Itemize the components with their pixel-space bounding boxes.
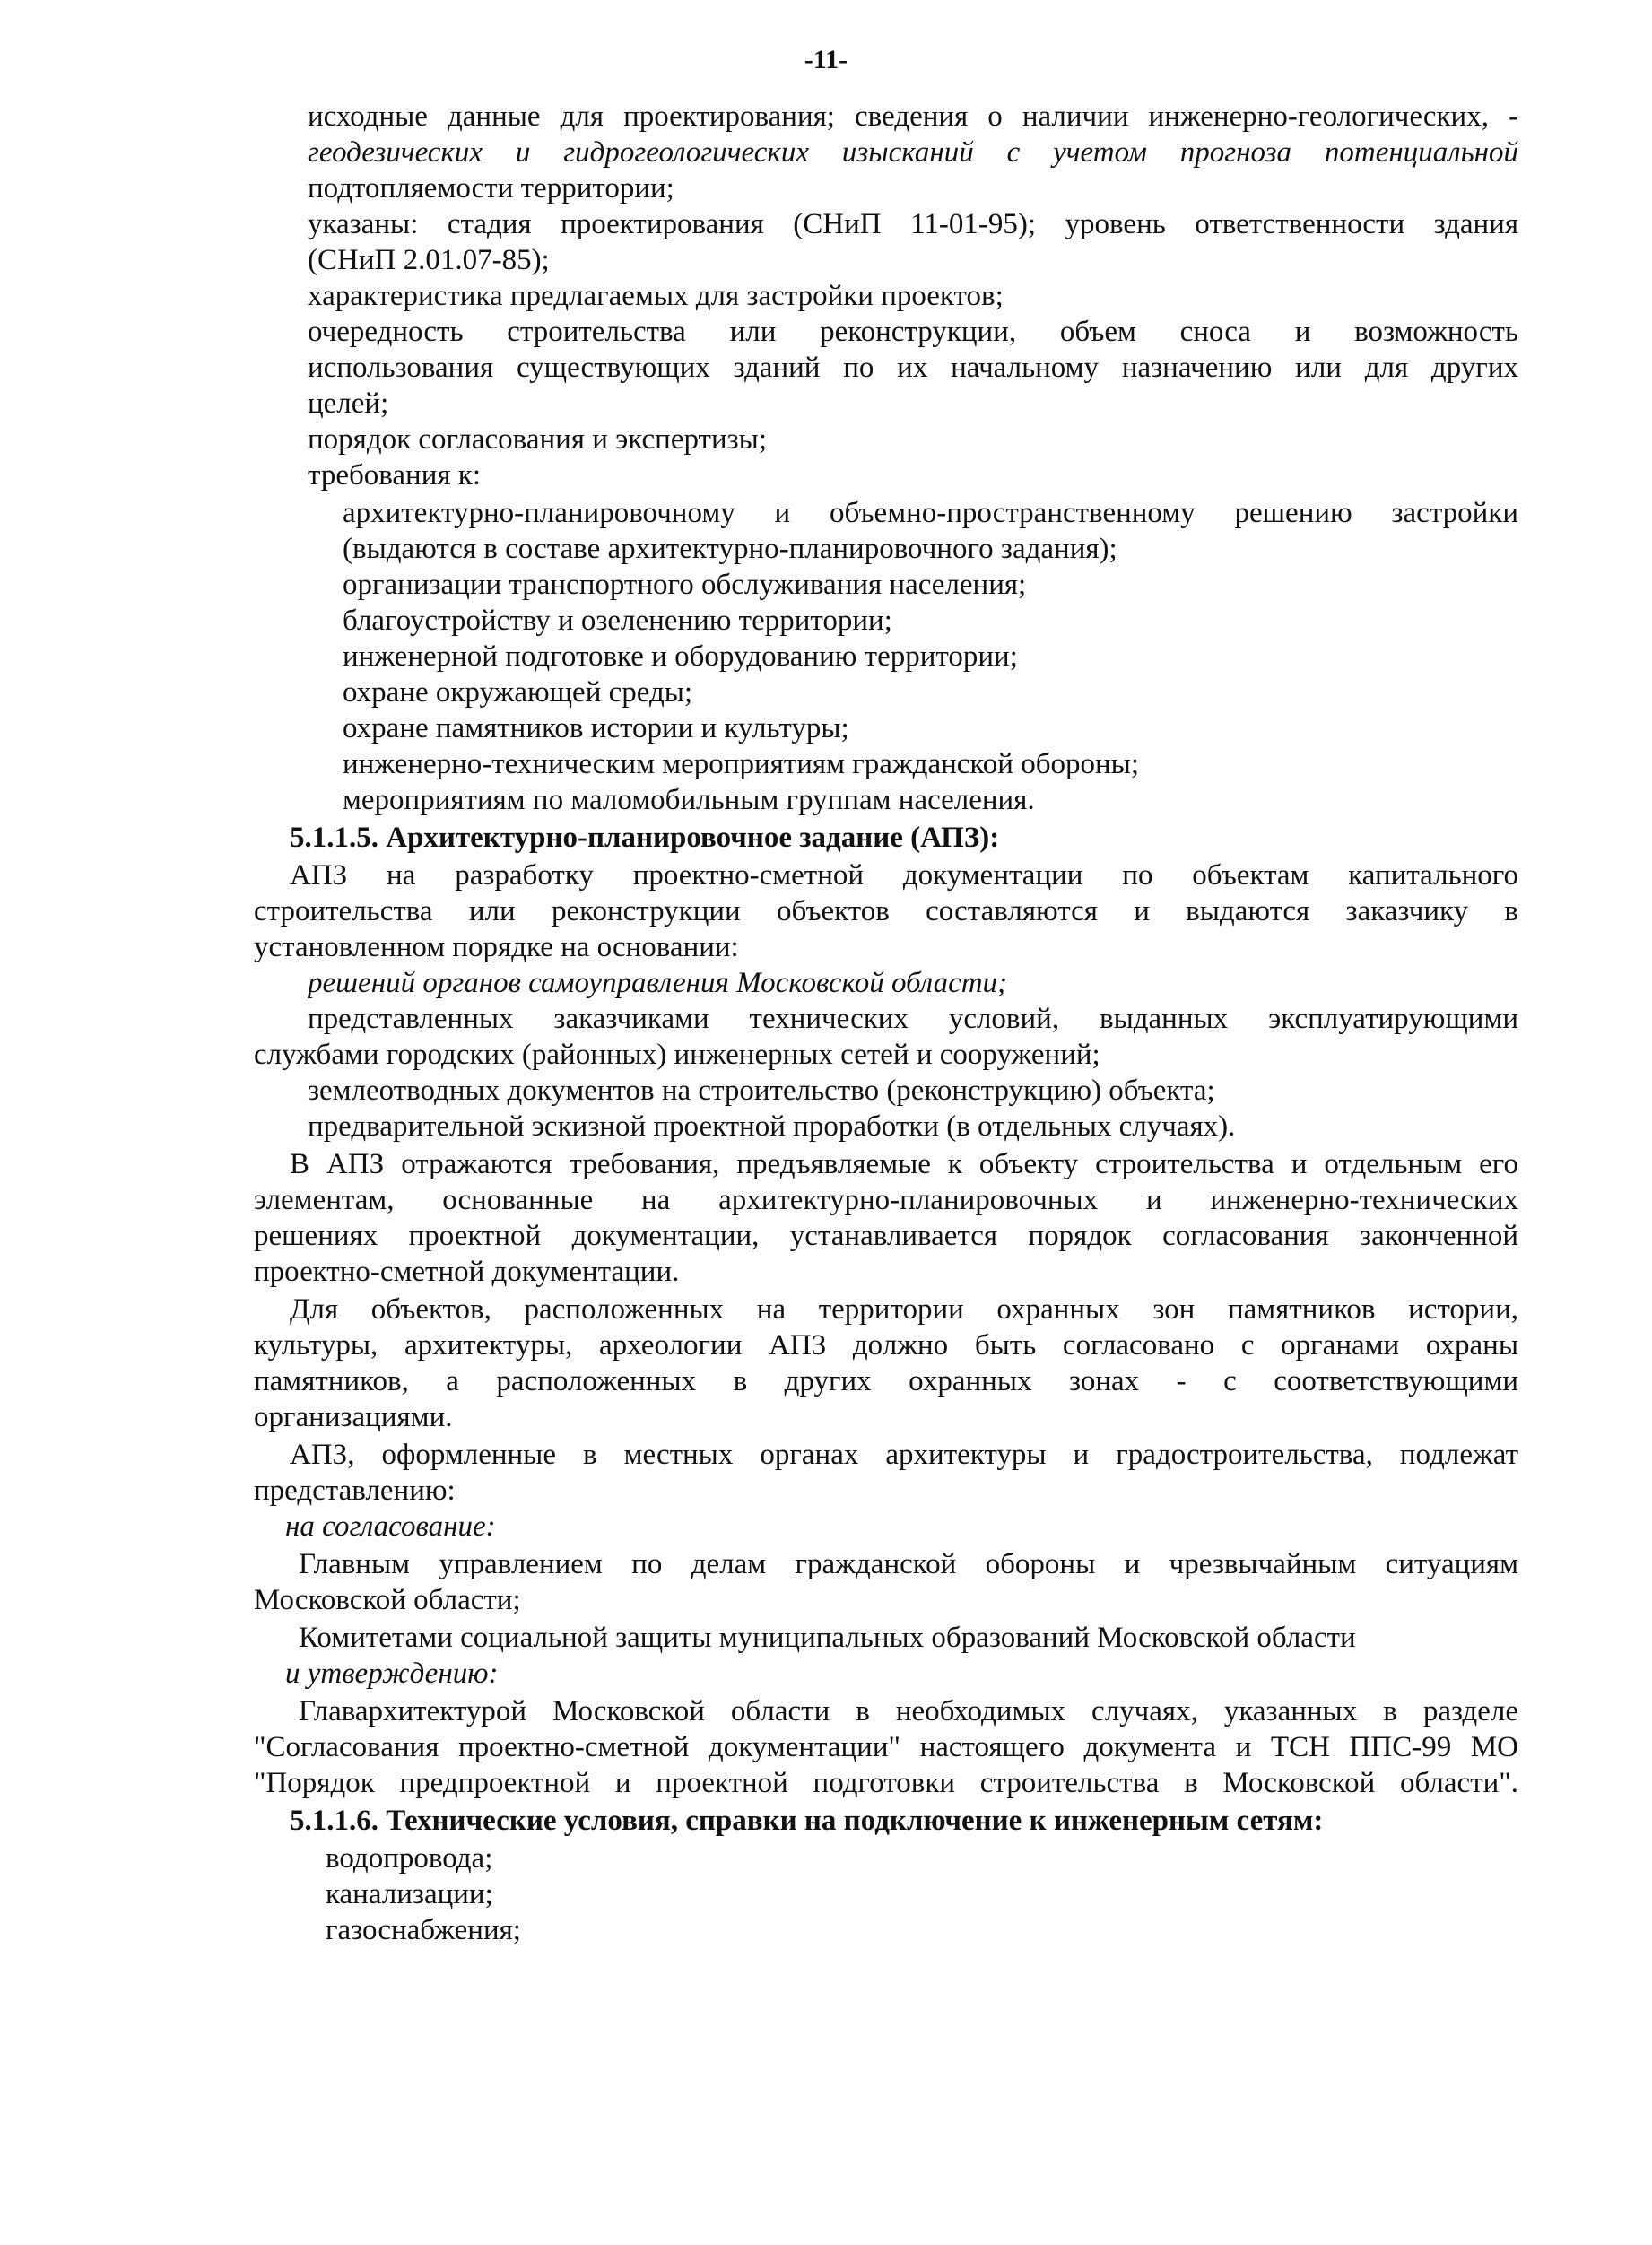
text-line: Главархитектурой Московской области в необходимых случаях, указанных в разделе — [299, 1695, 1518, 1727]
text-line: целей; — [308, 387, 389, 420]
text-line: благоустройству и озеленению территории; — [343, 605, 892, 637]
text-line: инженерной подготовке и оборудованию территории; — [343, 640, 1018, 673]
text-line: памятников, а расположенных в других охранных зонах - с соответствующими — [254, 1365, 1518, 1397]
text-line: решений органов самоуправления Московской области; — [308, 967, 1008, 999]
text-line: геодезических и гидрогеологических изысканий с учетом прогноза потенциальной — [308, 136, 1518, 169]
text-line: организации транспортного обслуживания населения; — [343, 569, 1027, 601]
text-line: требования к: — [308, 459, 482, 492]
text-line: указаны: стадия проектирования (СНиП 11-01-95); уровень ответственности здания — [308, 208, 1518, 240]
text-line: Комитетами социальной защиты муниципальных образований Московской области — [299, 1622, 1356, 1654]
text-line: культуры, архитектуры, археологии АПЗ должно быть согласовано с органами охраны — [254, 1329, 1518, 1362]
text-line: охране памятников истории и культуры; — [343, 712, 849, 744]
text-line: водопровода; — [326, 1842, 493, 1875]
text-line: Для объектов, расположенных на территории охранных зон памятников истории, — [290, 1293, 1518, 1326]
text-line: АПЗ, оформленные в местных органах архитектуры и градостроительства, подлежат — [290, 1439, 1518, 1471]
text-line: организациями. — [254, 1401, 453, 1433]
text-line: представленных заказчиками технических условий, выданных эксплуатирующими — [308, 1003, 1518, 1035]
text-line: характеристика предлагаемых для застройки проектов; — [308, 280, 1004, 312]
text-line: газоснабжения; — [326, 1914, 521, 1946]
text-line: Московской области; — [254, 1584, 521, 1616]
text-line: использования существующих зданий по их начальному назначению или для других — [308, 352, 1518, 384]
text-line: (СНиП 2.01.07-85); — [308, 244, 550, 276]
text-line: на согласование: — [285, 1510, 496, 1543]
text-line: мероприятиям по маломобильным группам населения. — [343, 784, 1035, 816]
text-line: подтопляемости территории; — [308, 172, 674, 204]
text-line: инженерно-техническим мероприятиям гражданской обороны; — [343, 748, 1139, 780]
text-line: строительства или реконструкции объектов составляются и выдаются заказчику в — [254, 895, 1518, 927]
text-line: Главным управлением по делам гражданской обороны и чрезвычайным ситуациям — [299, 1548, 1518, 1580]
text-line: "Порядок предпроектной и проектной подготовки строительства в Московской области". — [254, 1767, 1518, 1799]
text-line: очередность строительства или реконструкции, объем сноса и возможность — [308, 316, 1518, 348]
text-line: (выдаются в составе архитектурно-планировочного задания); — [343, 533, 1117, 565]
text-line: предварительной эскизной проектной проработки (в отдельных случаях). — [308, 1110, 1236, 1143]
text-line: архитектурно-планировочному и объемно-пространственному решению застройки — [343, 497, 1518, 529]
text-line: решениях проектной документации, устанавливается порядок согласования законченной — [254, 1220, 1518, 1252]
text-line: элементам, основанные на архитектурно-планировочных и инженерно-технических — [254, 1184, 1518, 1216]
text-line: проектно-сметной документации. — [254, 1256, 680, 1288]
text-line: землеотводных документов на строительство (реконструкцию) объекта; — [308, 1075, 1215, 1107]
text-line: В АПЗ отражаются требования, предъявляемые к объекту строительства и отдельным его — [290, 1148, 1518, 1180]
section-heading: 5.1.1.5. Архитектурно-планировочное задание (АПЗ): — [290, 822, 1000, 854]
text-line: "Согласования проектно-сметной документации" настоящего документа и ТСН ППС-99 МО — [254, 1731, 1518, 1763]
text-line: порядок согласования и экспертизы; — [308, 423, 767, 456]
text-line: службами городских (районных) инженерных сетей и сооружений; — [254, 1039, 1100, 1071]
text-line: установленном порядке на основании: — [254, 931, 739, 963]
page-number: -11- — [804, 45, 848, 74]
section-heading: 5.1.1.6. Технические условия, справки на подключение к инженерным сетям: — [290, 1805, 1324, 1837]
text-line: АПЗ на разработку проектно-сметной документации по объектам капитального — [290, 859, 1518, 892]
text-line: и утверждению: — [285, 1658, 499, 1690]
text-line: исходные данные для проектирования; сведения о наличии инженерно-геологических, - — [308, 100, 1518, 133]
text-line: канализации; — [326, 1878, 493, 1910]
text-line: представлению: — [254, 1475, 456, 1507]
text-line: охране окружающей среды; — [343, 676, 693, 709]
